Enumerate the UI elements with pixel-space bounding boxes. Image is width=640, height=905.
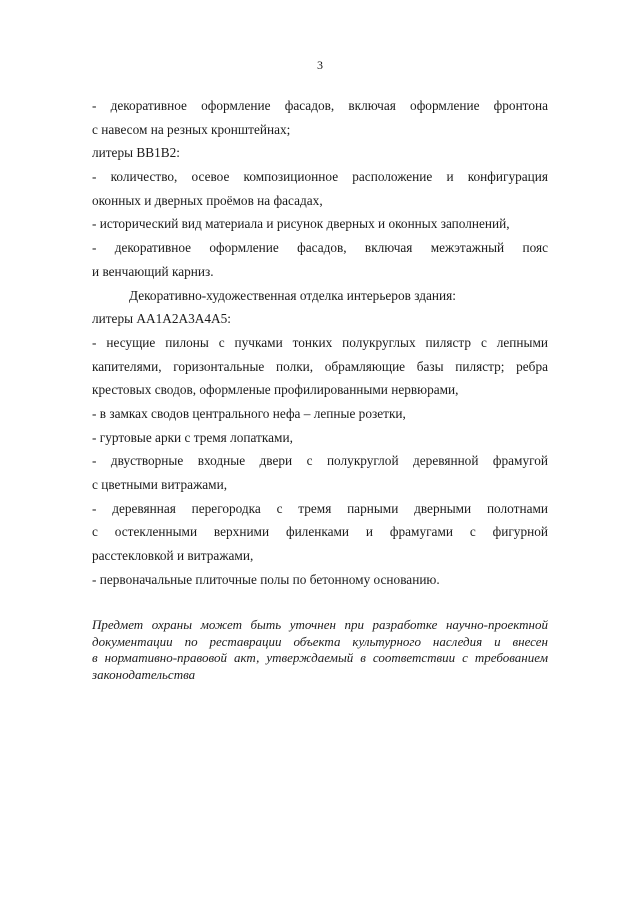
protection-subject-list: [92, 94, 548, 591]
note-line: в нормативно-правовой акт, утверждаемый в соответствии с требованием: [92, 650, 548, 665]
text-line: с остекленными верхними филенками и фрамугами с фигурной: [92, 524, 548, 540]
text-line: крестовых сводов, оформленые профилированными нервюрами,: [92, 382, 459, 398]
text-line: - первоначальные плиточные полы по бетонному основанию.: [92, 571, 440, 587]
text-line: - двустворные входные двери с полукруглой деревянной фрамугой: [92, 453, 548, 469]
text-line: с навесом на резных кронштейнах;: [92, 121, 291, 137]
clarification-note: [92, 617, 548, 683]
text-line: с цветными витражами,: [92, 477, 228, 492]
text-line: - исторический вид материала и рисунок дверных и оконных заполнений,: [92, 216, 510, 232]
page-number: 3: [317, 58, 323, 72]
note-line: Предмет охраны может быть уточнен при разработке научно-проектной: [92, 617, 548, 632]
text-line: - гуртовые арки с тремя лопатками,: [92, 429, 293, 445]
section-label: литеры АА1А2А3А4А5:: [92, 311, 231, 327]
text-line: расстекловкой и витражами,: [92, 548, 254, 564]
text-line: - деревянная перегородка с тремя парными дверными полотнами: [92, 500, 548, 516]
note-line: документации по реставрации объекта культурного наследия и внесен: [92, 633, 548, 649]
text-line: капителями, горизонтальные полки, обрамляющие базы пилястр; ребра: [92, 358, 548, 374]
text-line: - декоративное оформление фасадов, включая межэтажный пояс: [92, 240, 548, 256]
text-line: - декоративное оформление фасадов, включая оформление фронтона: [92, 98, 548, 113]
text-line: оконных и дверных проёмов на фасадах,: [92, 192, 323, 208]
section-label: литеры ВВ1В2:: [92, 145, 180, 161]
text-line: - несущие пилоны с пучками тонких полукруглых пилястр с лепными: [92, 334, 548, 350]
text-line: и венчающий карниз.: [92, 263, 214, 279]
section-heading: Декоративно-художественная отделка интерьеров здания:: [129, 287, 456, 303]
text-line: - в замках сводов центрального нефа – лепные розетки,: [92, 405, 406, 421]
note-line: законодательства: [92, 666, 196, 682]
text-line: - количество, осевое композиционное расположение и конфигурация: [92, 169, 548, 185]
